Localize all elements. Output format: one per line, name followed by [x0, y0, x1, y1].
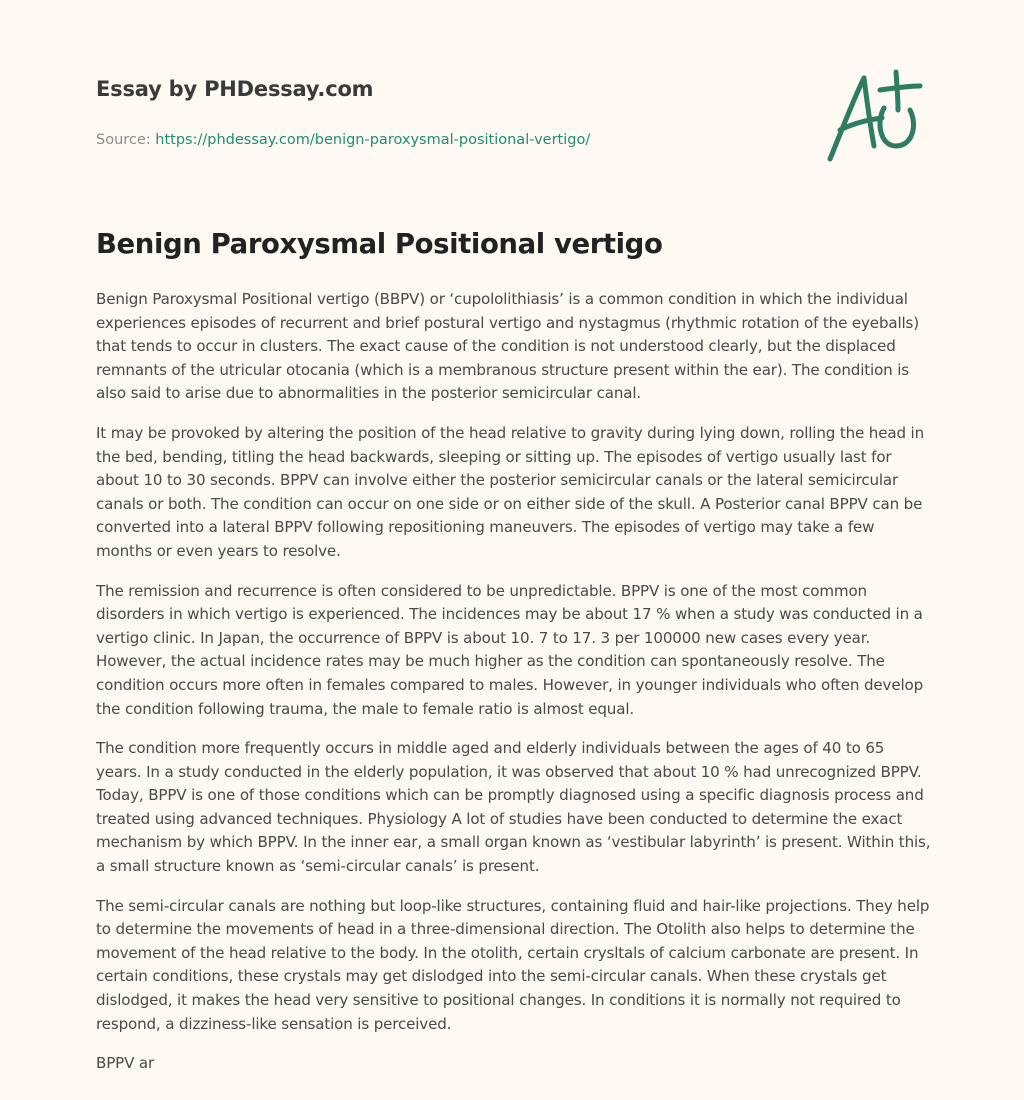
essay-header	[96, 74, 696, 150]
source-link[interactable]: https://phdessay.com/benign-paroxysmal-positional-vertigo/	[155, 132, 591, 148]
source-line	[96, 130, 696, 150]
essay-article	[96, 220, 932, 1092]
essay-title: Benign Paroxysmal Positional vertigo	[96, 228, 663, 260]
a-plus-logo-icon	[820, 64, 930, 168]
essay-paragraph: The semi-circular canals are nothing but loop-like structures, containing fluid and hair-like projections. They help to determine the movements of head in a three-dimensional direction. The Otolith also helps to determine the movement of the head relative to the body. In the otolith, certain crysltals of calcium carbonate are present. In certain conditions, these crystals may get dislodged into the semi-circular canals. When these crystals get dislodged, it makes the head very sensitive to positional changes. In conditions it is normally not required to respond, a dizziness-like sensation is perceived.	[96, 896, 930, 1033]
essay-paragraph-truncated: BPPV ar	[96, 1054, 155, 1073]
essay-paragraph: The remission and recurrence is often considered to be unpredictable. BPPV is one of the most common disorders in which vertigo is experienced. The incidences may be about 17 % when a study was conducted in a vertigo clinic. In Japan, the occurrence of BPPV is about 10. 7 to 17. 3 per 100000 new cases every year. However, the actual incidence rates may be much higher as the condition can spontaneously resolve. The condition occurs more often in females compared to males. However, in younger individuals who often develop the condition following trauma, the male to female ratio is almost equal.	[96, 581, 924, 718]
essay-paragraph: It may be provoked by altering the position of the head relative to gravity during lying down, rolling the head in the bed, bending, titling the head backwards, sleeping or sitting up. The episodes of vertigo usually last for about 10 to 30 seconds. BPPV can involve either the posterior semicircular canals or the lateral semicircular canals or both. The condition can occur on one side or on either side of the skull. A Posterior canal BPPV can be converted into a lateral BPPV following repositioning maneuvers. The episodes of vertigo may take a few months or even years to resolve.	[96, 423, 925, 560]
essay-paragraph: The condition more frequently occurs in middle aged and elderly individuals between the ages of 40 to 65 years. In a study conducted in the elderly population, it was observed that about 10 % had unrecognized BPPV. Today, BPPV is one of those conditions which can be promptly diagnosed using a specific diagnosis process and treated using advanced techniques. Physiology A lot of studies have been conducted to determine the exact mechanism by which BPPV. In the inner ear, a small organ known as ‘vestibular labyrinth’ is present. Within this, a small structure known as ‘semi-circular canals’ is present.	[96, 739, 931, 876]
site-brand: Essay by PHDessay.com	[96, 77, 374, 101]
essay-paragraph: Benign Paroxysmal Positional vertigo (BBPV) or ‘cupololithiasis’ is a common condition in which the individual experiences episodes of recurrent and brief postural vertigo and nystagmus (rhythmic rotation of the eyeballs) that tends to occur in clusters. The exact cause of the condition is not understood clearly, but the displaced remnants of the utricular otocania (which is a membranous structure present within the ear). The condition is also said to arise due to abnormalities in the posterior semicircular canal.	[96, 290, 920, 403]
source-label: Source:	[96, 132, 156, 148]
